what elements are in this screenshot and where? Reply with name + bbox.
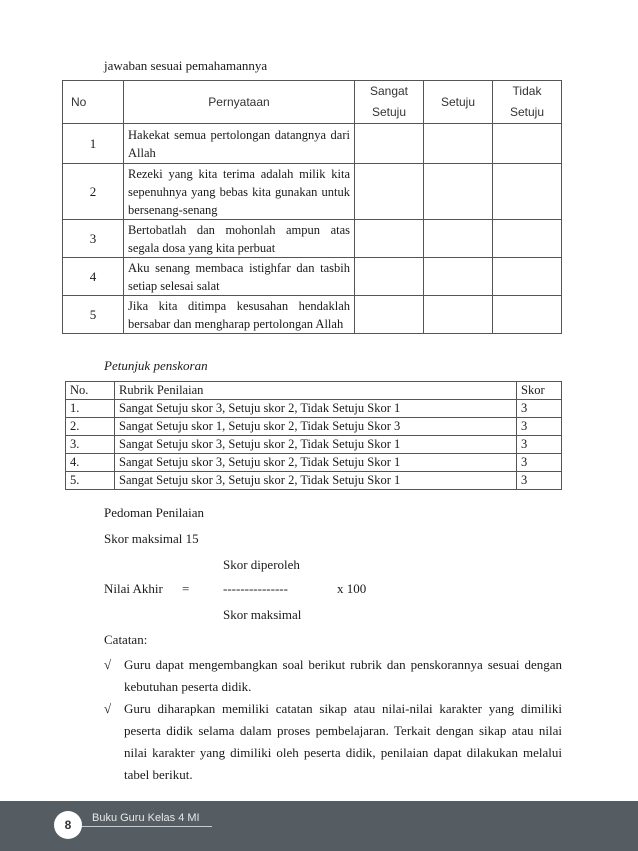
rubric-row — [66, 454, 562, 472]
header-strongly-agree: Sangat Setuju — [355, 81, 424, 124]
answer-disagree-cell[interactable] — [493, 296, 562, 334]
answer-agree-cell[interactable] — [424, 124, 493, 164]
rubric-row-score: 3 — [517, 400, 562, 418]
rubric-row-text: Sangat Setuju skor 3, Setuju skor 2, Tidak Setuju Skor 1 — [115, 454, 517, 472]
checkmark-icon: √ — [104, 657, 112, 672]
rubric-row-no: 3. — [66, 436, 115, 454]
page-footer — [0, 801, 638, 851]
answer-agree-cell[interactable] — [424, 220, 493, 258]
formula-multiplier: x 100 — [337, 581, 367, 596]
row-number: 1 — [63, 124, 124, 164]
rubric-row — [66, 400, 562, 418]
row-statement: Jika kita ditimpa kesusahan hendaklah bersabar dan mengharap pertolongan Allah — [124, 296, 355, 334]
survey-row — [63, 296, 562, 334]
rubric-row — [66, 436, 562, 454]
answer-disagree-cell[interactable] — [493, 258, 562, 296]
rubric-row-score: 3 — [517, 472, 562, 490]
answer-disagree-cell[interactable] — [493, 124, 562, 164]
survey-row — [63, 220, 562, 258]
rubric-row-no: 4. — [66, 454, 115, 472]
note-text: Guru diharapkan memiliki catatan sikap atau nilai-nilai karakter yang dimiliki peserta didik selama dalam proses pembelajaran. Terkait dengan sikap atau nilai nilai karakter yang dimiliki oleh peserta didik, penilaian dapat dilakukan melalui tabel berikut. — [124, 701, 562, 782]
answer-agree-cell[interactable] — [424, 258, 493, 296]
answer-agree-cell[interactable] — [424, 296, 493, 334]
survey-header-row — [63, 81, 562, 124]
formula-fraction-line: --------------- — [223, 581, 288, 596]
note-item — [104, 698, 562, 786]
row-number: 4 — [63, 258, 124, 296]
scoring-instructions-title: Petunjuk penskoran — [104, 358, 208, 373]
rubric-row-no: 2. — [66, 418, 115, 436]
answer-strongly-agree-cell[interactable] — [355, 296, 424, 334]
notes-title: Catatan: — [104, 632, 148, 647]
rubric-row-text: Sangat Setuju skor 3, Setuju skor 2, Tidak Setuju Skor 1 — [115, 400, 517, 418]
survey-row — [63, 258, 562, 296]
row-statement: Hakekat semua pertolongan datangnya dari Allah — [124, 124, 355, 164]
book-title: Buku Guru Kelas 4 MI — [92, 812, 200, 824]
header-statement: Pernyataan — [124, 81, 355, 124]
rubric-header-score: Skor — [517, 382, 562, 400]
rubric-row-no: 5. — [66, 472, 115, 490]
guide-title: Pedoman Penilaian — [104, 505, 205, 520]
row-number: 3 — [63, 220, 124, 258]
answer-strongly-agree-cell[interactable] — [355, 164, 424, 220]
footer-divider — [62, 826, 212, 827]
row-number: 2 — [63, 164, 124, 220]
rubric-row — [66, 418, 562, 436]
formula-numerator: Skor diperoleh — [223, 557, 300, 572]
rubric-row-text: Sangat Setuju skor 1, Setuju skor 2, Tidak Setuju Skor 3 — [115, 418, 517, 436]
formula-denominator: Skor maksimal — [223, 607, 302, 622]
checkmark-icon: √ — [104, 701, 112, 716]
intro-text: jawaban sesuai pemahamannya — [104, 58, 268, 73]
row-statement: Bertobatlah dan mohonlah ampun atas segala dosa yang kita perbuat — [124, 220, 355, 258]
note-item — [104, 654, 562, 698]
rubric-header-row — [66, 382, 562, 400]
rubric-row-score: 3 — [517, 436, 562, 454]
rubric-header-no: No. — [66, 382, 115, 400]
row-statement: Aku senang membaca istighfar dan tasbih setiap selesai salat — [124, 258, 355, 296]
rubric-header-rubric: Rubrik Penilaian — [115, 382, 517, 400]
answer-disagree-cell[interactable] — [493, 220, 562, 258]
rubric-row-text: Sangat Setuju skor 3, Setuju skor 2, Tidak Setuju Skor 1 — [115, 472, 517, 490]
rubric-row-score: 3 — [517, 454, 562, 472]
rubric-row-score: 3 — [517, 418, 562, 436]
survey-row — [63, 124, 562, 164]
answer-strongly-agree-cell[interactable] — [355, 124, 424, 164]
rubric-row — [66, 472, 562, 490]
survey-table — [62, 80, 562, 334]
rubric-row-no: 1. — [66, 400, 115, 418]
formula-equals: = — [182, 581, 190, 596]
row-statement: Rezeki yang kita terima adalah milik kita sepenuhnya yang bebas kita gunakan untuk bersenang-senang — [124, 164, 355, 220]
max-score-text: Skor maksimal 15 — [104, 531, 199, 546]
answer-disagree-cell[interactable] — [493, 164, 562, 220]
note-text: Guru dapat mengembangkan soal berikut rubrik dan penskorannya sesuai dengan kebutuhan peserta didik. — [124, 657, 562, 694]
rubric-row-text: Sangat Setuju skor 3, Setuju skor 2, Tidak Setuju Skor 1 — [115, 436, 517, 454]
final-score-label: Nilai Akhir — [104, 581, 163, 596]
answer-agree-cell[interactable] — [424, 164, 493, 220]
answer-strongly-agree-cell[interactable] — [355, 258, 424, 296]
answer-strongly-agree-cell[interactable] — [355, 220, 424, 258]
survey-row — [63, 164, 562, 220]
rubric-table — [65, 381, 562, 490]
page-number: 8 — [54, 811, 82, 839]
header-no: No — [63, 81, 124, 124]
header-agree: Setuju — [424, 81, 493, 124]
header-disagree: Tidak Setuju — [493, 81, 562, 124]
row-number: 5 — [63, 296, 124, 334]
